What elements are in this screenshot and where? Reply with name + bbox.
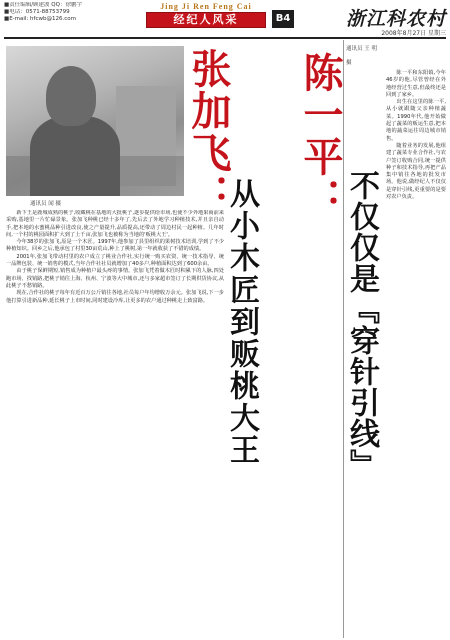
left-paragraph: 今年38岁的张加飞,原是一个木匠。1997年,他参加了县里组织的果树技术培训,学到了不少种植知识。回乡之后,他承包了村里30亩荒山,种上了桃树,第一年就收获了不错的成绩。	[6, 239, 224, 253]
left-photo-credit: 通讯员 闻 摄	[30, 201, 61, 207]
contact-phone: ■电话：0571-88753799	[4, 9, 70, 16]
left-story-body	[6, 210, 224, 638]
left-story-photo	[6, 46, 184, 196]
header-contact	[4, 2, 126, 24]
header-rule	[4, 37, 446, 39]
photo-person-head	[46, 66, 96, 126]
right-paragraph: 陈一平和东阳镇,今年46岁的他,尽管曾经在外地经营过生意,但最终还是回到了家乡。	[386, 70, 446, 98]
column-divider	[343, 40, 344, 638]
right-headline-name: 陈一平：	[298, 52, 343, 220]
left-paragraph: 新下王是鹿城成熟的桃子,收藏桃在基地的大批桃子,逐步提供给市场,也使不少外地果商前来采购,基地里一片忙碌景象。张加飞种桃已经十多年了,先后去了外地学习种植技术,并且亲自动手,把本地的水蜜桃品种引进改良,使之产量提升,品质提高,还带动了周边村民一起种植。几年时间,一个村的桃园面积扩大到了上千亩,张加飞也被称为当地的'贩桃大王'。	[6, 210, 224, 238]
right-photo-credit: 摄	[346, 60, 352, 66]
left-paragraph: 由于桃子保鲜期短,销售成为种植户最头疼的事情。张加飞凭着做木匠时积累下的人脉,四处跑市场、找销路,把桃子销往上海、杭州、宁波等大中城市,还与多家超市签订了长期供货协议,从此桃子不愁销路。	[6, 268, 224, 289]
photo-person-body	[30, 116, 120, 196]
right-story-body	[386, 44, 446, 638]
left-headline-name: 张加飞：	[186, 48, 231, 216]
contact-editor: ■责任编辑/顾建波 QQ：徐鹏宇	[4, 2, 82, 8]
section-pinyin: Jing Ji Ren Feng Cai	[160, 2, 252, 11]
page-number-badge: B4	[272, 10, 294, 28]
left-headline-subtitle: 从小木匠到贩桃大王	[225, 178, 258, 466]
right-byline: 通讯员 王 明	[346, 46, 377, 52]
contact-email: ■E-mail: hfcwb@126.com	[4, 16, 76, 23]
issue-date: 2008年8月27日 星期三	[381, 30, 446, 37]
section-title: 经纪人风采	[146, 12, 266, 28]
right-headline-subtitle: 不仅仅是『穿针引线』	[345, 170, 378, 480]
left-paragraph: 现在,合作社的桃子每年有近百万公斤销往各地,社员每户年均增收万余元。张加飞说,下一步他打算引进新品种,延长桃子上市时间,同时建设冷库,让更多的农户通过种桃走上致富路。	[6, 290, 224, 304]
left-paragraph: 2001年,张加飞带动村里的农户成立了桃业合作社,实行统一购买农资、统一技术指导、统一品牌包装、统一销售的模式,当年合作社社员就增加了40多户,种植面积达到了600余亩。	[6, 253, 224, 268]
right-paragraph: 出生在这里的陈一平,从小就跟随父亲种植蔬菜。1990年代,他开始做起了蔬菜的贩运生意,把本地的蔬菜运往周边城市销售。	[386, 99, 446, 142]
newspaper-masthead: 浙江科农村	[345, 9, 446, 30]
right-paragraph: 随着业务的发展,他组建了蔬菜专业合作社,与农户签订收购合同,统一提供种子和技术指导,再把产品集中销往各地的批发市场。他说,做经纪人不仅仅是穿针引线,更重要的是要对农户负责。	[386, 142, 446, 201]
